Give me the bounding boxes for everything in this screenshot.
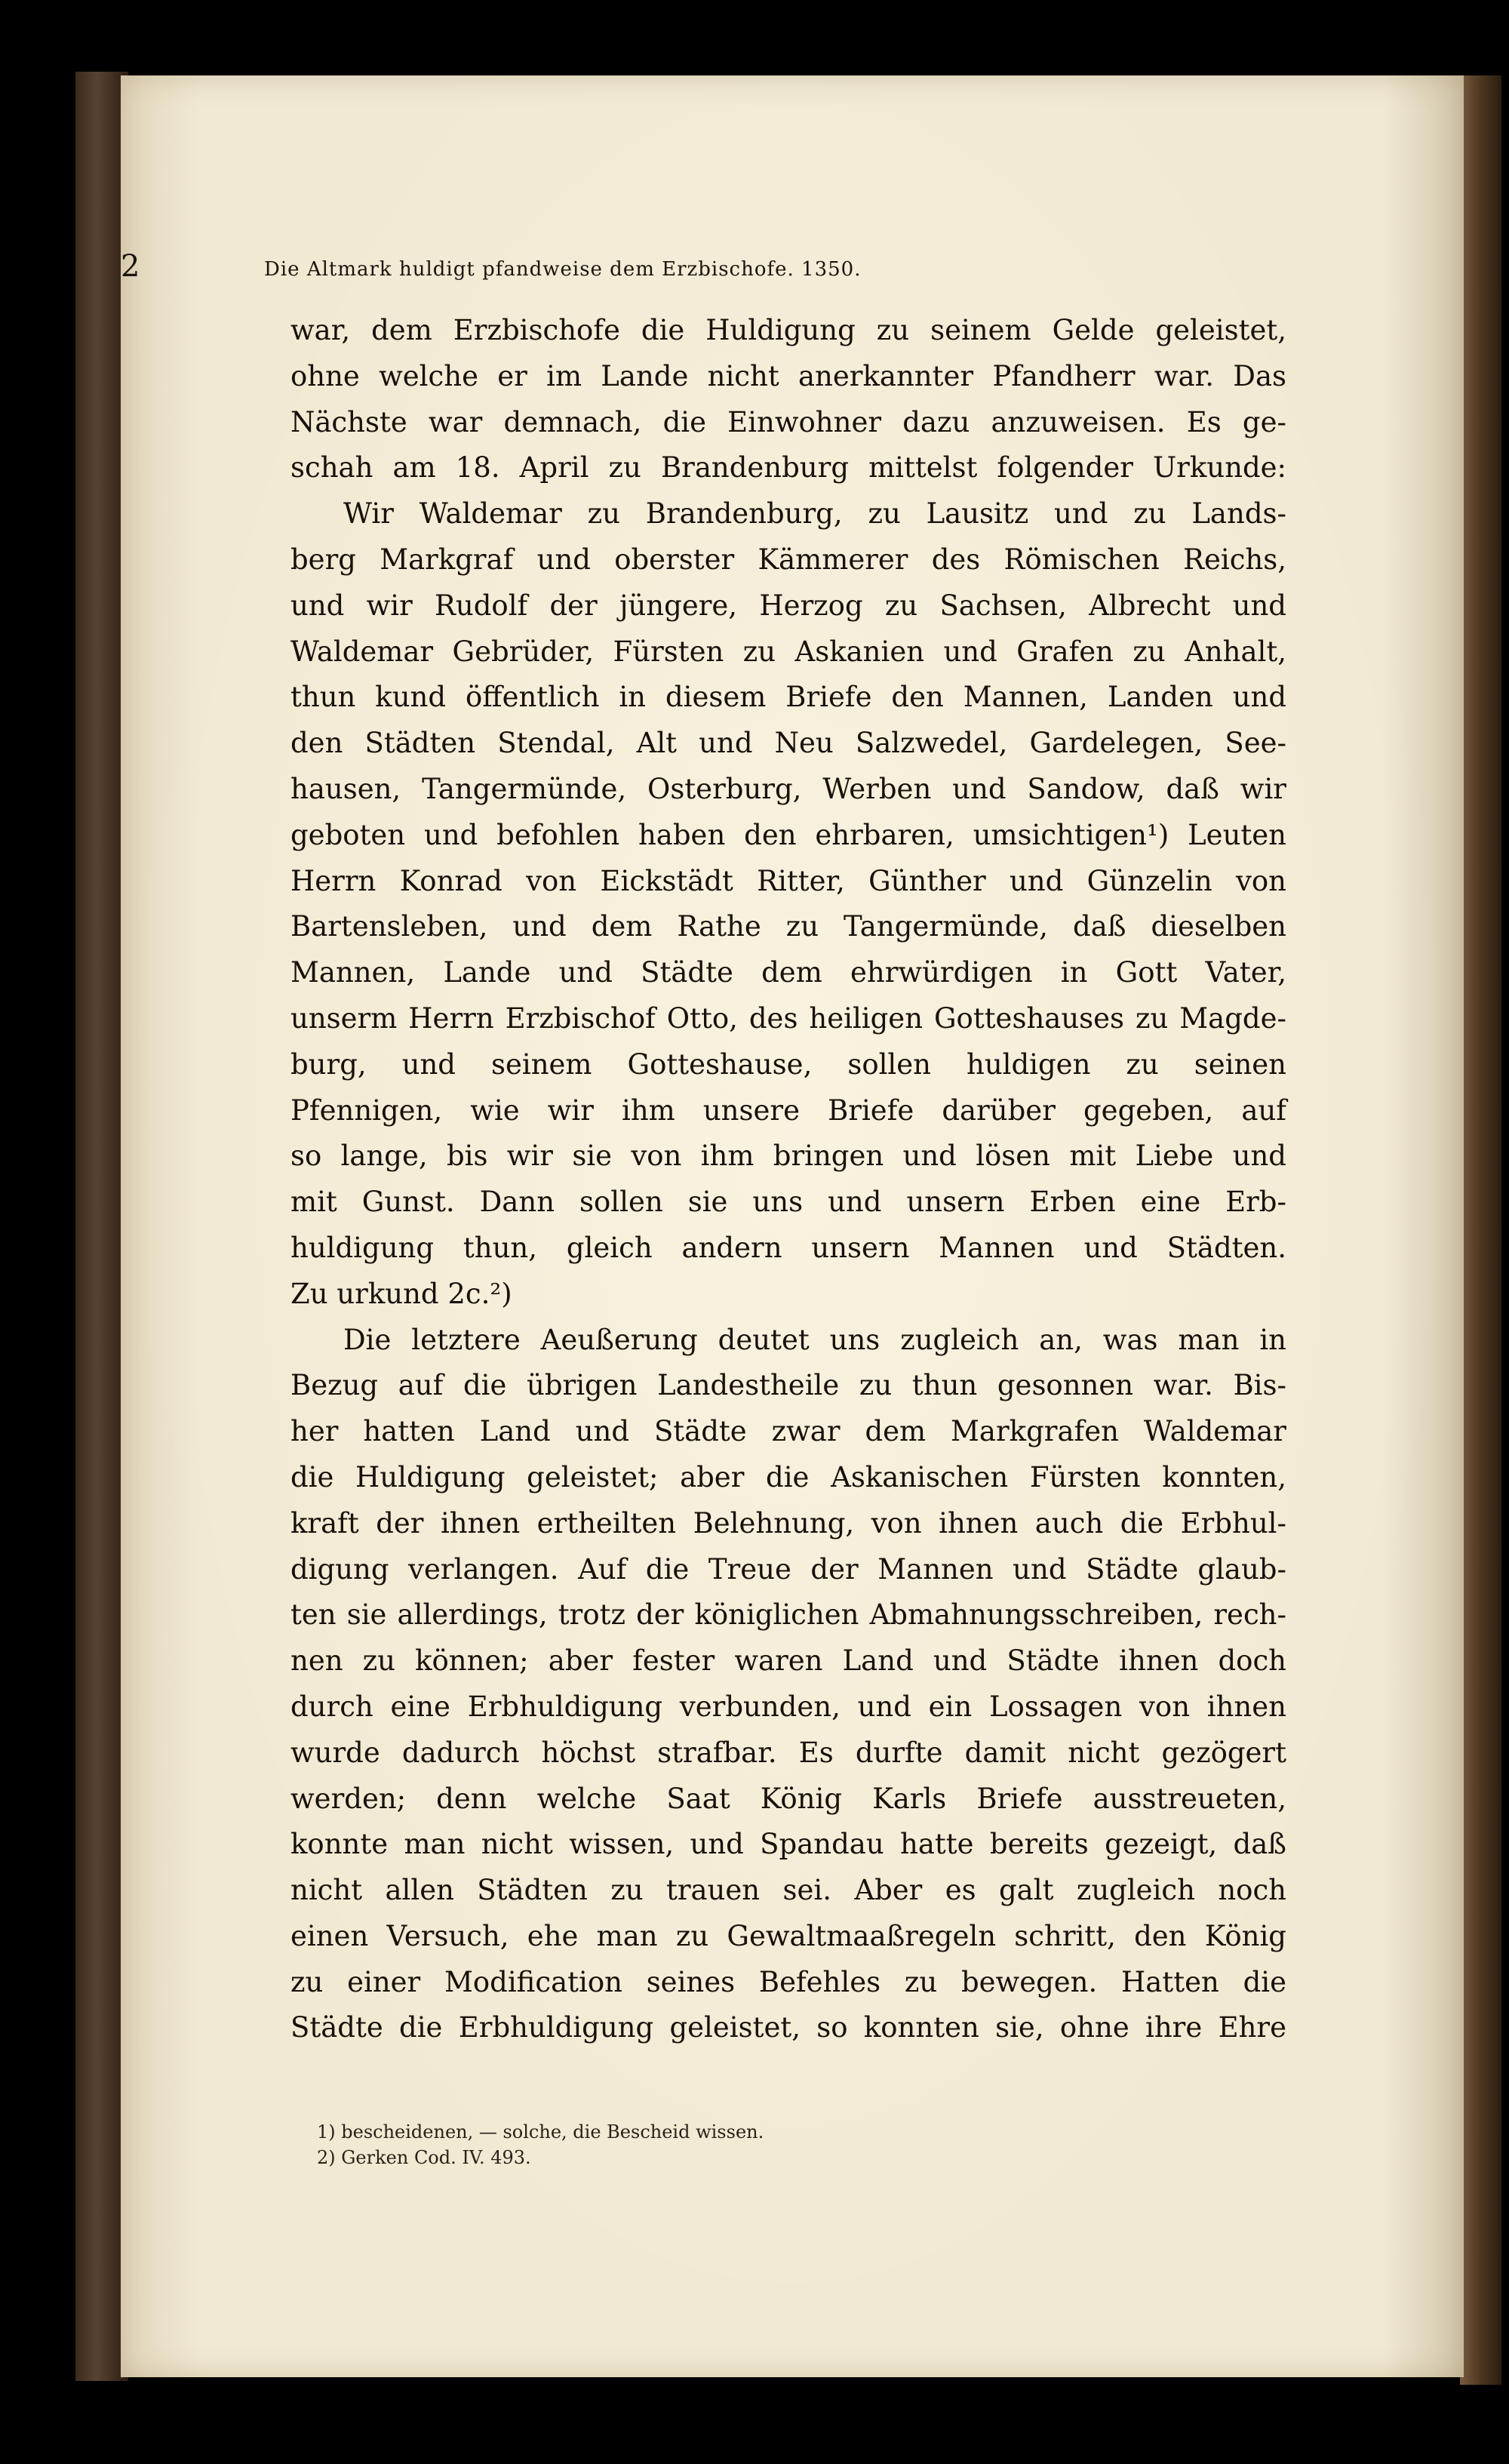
- text-line: her hatten Land und Städte zwar dem Markgrafen Waldemar: [290, 1415, 1286, 1448]
- text-line: nen zu können; aber fester waren Land und Städte ihnen doch: [290, 1644, 1286, 1678]
- text-line: mit Gunst. Dann sollen sie uns und unsern Erben eine Erb-: [290, 1186, 1286, 1219]
- page-number: 2: [121, 249, 140, 284]
- running-head: Die Altmark huldigt pfandweise dem Erzbischofe. 1350.: [264, 258, 862, 281]
- text-line: digung verlangen. Auf die Treue der Mannen und Städte glaub-: [290, 1552, 1286, 1586]
- text-line: werden; denn welche Saat König Karls Briefe ausstreueten,: [290, 1782, 1286, 1815]
- text-line: Bartensleben, und dem Rathe zu Tangermünde, daß dieselben: [290, 910, 1286, 943]
- text-line: thun kund öffentlich in diesem Briefe den Mannen, Landen und: [290, 681, 1286, 714]
- text-line: Wir Waldemar zu Brandenburg, zu Lausitz und zu Lands-: [343, 497, 1286, 531]
- footnote: 2) Gerken Cod. IV. 493.: [317, 2147, 531, 2168]
- text-line: hausen, Tangermünde, Osterburg, Werben und Sandow, daß wir: [290, 772, 1286, 805]
- text-line: ten sie allerdings, trotz der königlichen Abmahnungsschreiben, rech-: [290, 1598, 1286, 1632]
- text-line: Pfennigen, wie wir ihm unsere Briefe darüber gegeben, auf: [290, 1094, 1286, 1127]
- footnote: 1) bescheidenen, — solche, die Bescheid wissen.: [317, 2121, 764, 2143]
- text-line: den Städten Stendal, Alt und Neu Salzwedel, Gardelegen, See-: [290, 727, 1286, 760]
- text-line: unserm Herrn Erzbischof Otto, des heiligen Gotteshauses zu Magde-: [290, 1001, 1286, 1035]
- text-line: Zu urkund 2c.²): [290, 1277, 512, 1310]
- text-line: wurde dadurch höchst strafbar. Es durfte damit nicht gezögert: [290, 1736, 1286, 1769]
- text-line: Städte die Erbhuldigung geleistet, so konnten sie, ohne ihre Ehre: [290, 2011, 1286, 2044]
- text-line: burg, und seinem Gotteshause, sollen huldigen zu seinen: [290, 1047, 1286, 1081]
- text-line: ohne welche er im Lande nicht anerkannter Pfandherr war. Das: [290, 359, 1286, 392]
- text-line: Bezug auf die übrigen Landestheile zu thun gesonnen war. Bis-: [290, 1369, 1286, 1402]
- text-line: durch eine Erbhuldigung verbunden, und ein Lossagen von ihnen: [290, 1690, 1286, 1723]
- text-line: huldigung thun, gleich andern unsern Mannen und Städten.: [290, 1231, 1286, 1264]
- text-line: kraft der ihnen ertheilten Belehnung, von ihnen auch die Erbhul-: [290, 1506, 1286, 1540]
- text-line: war, dem Erzbischofe die Huldigung zu seinem Gelde geleistet,: [290, 314, 1286, 346]
- text-line: konnte man nicht wissen, und Spandau hatte bereits gezeigt, daß: [290, 1828, 1286, 1861]
- text-line: geboten und befohlen haben den ehrbaren, umsichtigen¹) Leuten: [290, 818, 1286, 851]
- text-line: einen Versuch, ehe man zu Gewaltmaaßregeln schritt, den König: [290, 1919, 1286, 1952]
- text-line: so lange, bis wir sie von ihm bringen und lösen mit Liebe und: [290, 1140, 1286, 1173]
- text-line: berg Markgraf und oberster Kämmerer des Römischen Reichs,: [290, 543, 1286, 576]
- text-line: Nächste war demnach, die Einwohner dazu anzuweisen. Es ge-: [290, 405, 1286, 438]
- text-line: Waldemar Gebrüder, Fürsten zu Askanien und Grafen zu Anhalt,: [290, 635, 1286, 668]
- footnotes: [317, 2119, 996, 2170]
- text-line: Herrn Konrad von Eickstädt Ritter, Günther und Günzelin von: [290, 864, 1286, 897]
- text-line: Die letztere Aeußerung deutet uns zugleich an, was man in: [343, 1323, 1286, 1356]
- text-line: zu einer Modification seines Befehles zu bewegen. Hatten die: [290, 1965, 1286, 1998]
- body-text: [290, 308, 1286, 2051]
- text-line: und wir Rudolf der jüngere, Herzog zu Sachsen, Albrecht und: [290, 589, 1286, 622]
- book-edge-right: [1460, 75, 1501, 2385]
- text-line: nicht allen Städten zu trauen sei. Aber es galt zugleich noch: [290, 1874, 1286, 1907]
- text-line: die Huldigung geleistet; aber die Askanischen Fürsten konnten,: [290, 1460, 1286, 1493]
- text-line: schah am 18. April zu Brandenburg mittelst folgender Urkunde:: [290, 451, 1286, 484]
- text-line: Mannen, Lande und Städte dem ehrwürdigen in Gott Vater,: [290, 956, 1286, 989]
